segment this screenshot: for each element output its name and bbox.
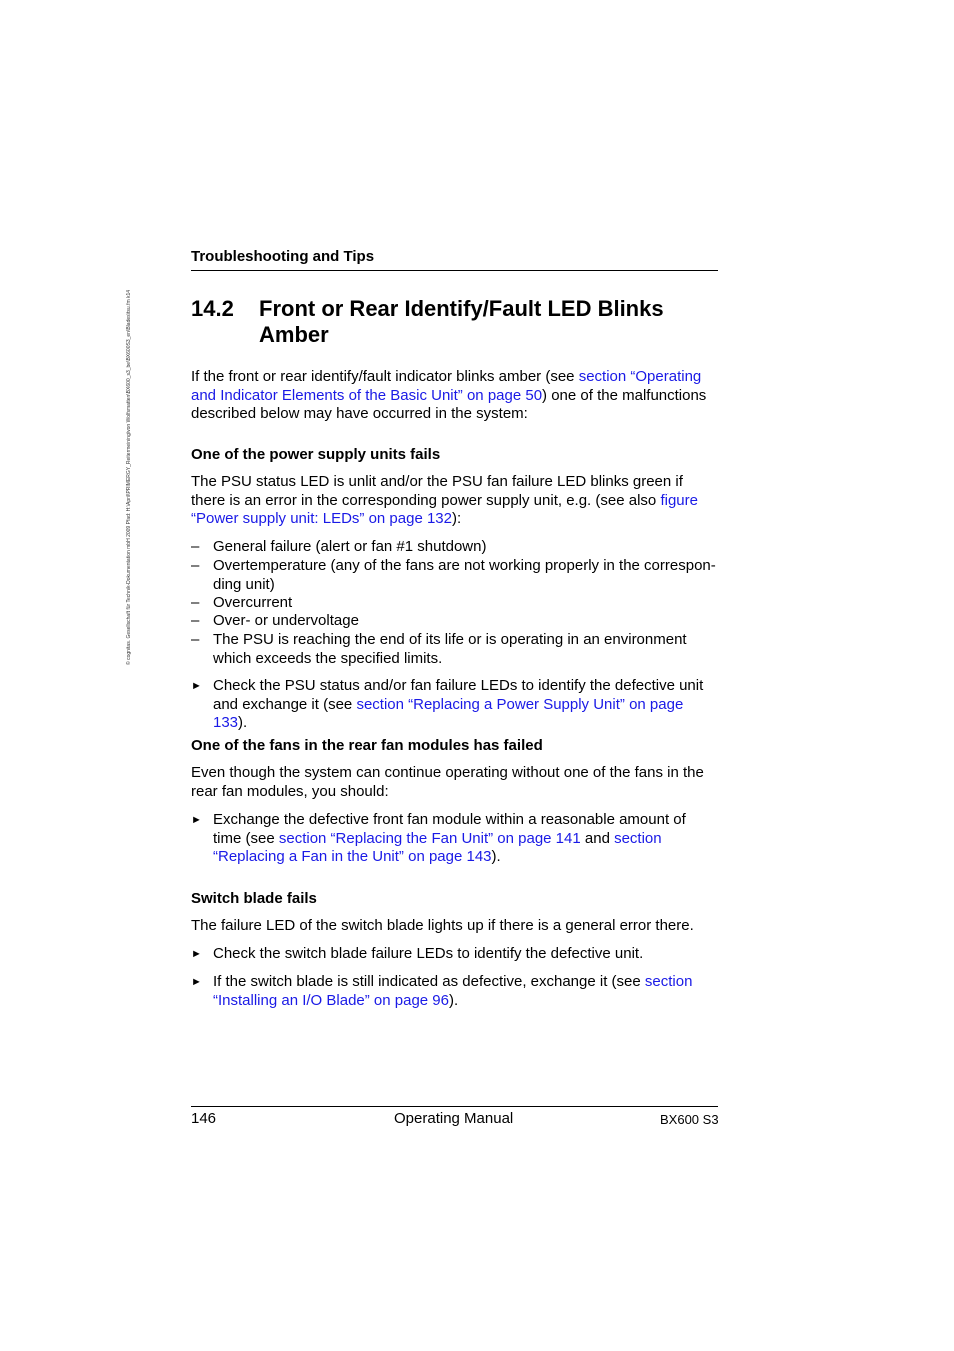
step-text [213, 811, 718, 867]
list-item-text: Over- or undervoltage [213, 612, 359, 629]
psu-heading: One of the power supply units fails [191, 446, 441, 463]
psu-text: The PSU status LED is unlit and/or the PSU fan failure LED blinks green if there is an error in the corresponding power supply unit, e.g. (see also [191, 473, 683, 509]
step-text-mid: and [580, 829, 615, 847]
list-item-text: Overtemperature (any of the fans are not working properly in the correspon-ding unit) [213, 557, 716, 593]
arrow-bullet-icon: ► [191, 814, 202, 826]
arrow-bullet-icon: ► [191, 948, 202, 960]
list-item-text: The PSU is reaching the end of its life or is operating in an environment which exceeds the specified limits. [213, 631, 687, 667]
install-io-blade-link[interactable]: section “Installing an I/O Blade” on page 96 [213, 973, 693, 1009]
arrow-bullet-icon: ► [191, 976, 202, 988]
step-text-end: ). [491, 848, 501, 866]
psu-paragraph [191, 473, 718, 529]
running-header: Troubleshooting and Tips [191, 248, 718, 271]
psu-text-end: ): [451, 510, 462, 528]
dash-marker: – [191, 612, 200, 629]
step-text [213, 973, 718, 1010]
fans-paragraph: Even though the system can continue operating without one of the fans in the rear fan modules, you should: [191, 764, 704, 800]
list-item-text: Overcurrent [213, 594, 293, 611]
step-text-start: Check the PSU status and/or fan failure LEDs to identify the defective unit and exchange it (see [213, 677, 704, 713]
step-text-end: ). [238, 714, 248, 732]
arrow-bullet-icon: ► [191, 680, 202, 692]
step-text-end: ). [449, 991, 459, 1009]
intro-link[interactable]: section “Operating and Indicator Elements of the Basic Unit” on page 50 [191, 368, 702, 404]
switch-paragraph: The failure LED of the switch blade lights up if there is a general error there. [191, 917, 694, 934]
replace-fan-unit-link[interactable]: section “Replacing the Fan Unit” on page 141 [278, 829, 581, 847]
side-margin-note [122, 240, 136, 665]
dash-marker: – [191, 538, 200, 555]
step-text: Check the switch blade failure LEDs to identify the defective unit. [213, 945, 644, 962]
side-margin-note-text: © cognitas. Gesellschaft für Technik-Dokumentation mbH 2009 Pfad: H:\April\PRIMERGY_Reitermeining\von Wolfsmatten\BX600_s3_be\BX600S3_en\Blades\tsu.fm k14 [126, 289, 132, 665]
footer-manual-title: Operating Manual [394, 1110, 514, 1127]
step-text-start: If the switch blade is still indicated as defective, exchange it (see [213, 973, 645, 990]
intro-text-end: ) one of the malfunctions described below may have occurred in the system: [191, 386, 707, 423]
section-title: Front or Rear Identify/Fault LED Blinks Amber [259, 296, 664, 347]
dash-marker: – [191, 557, 200, 574]
dash-marker: – [191, 631, 200, 648]
footer-model: BX600 S3 [660, 1112, 719, 1127]
fans-heading: One of the fans in the rear fan modules has failed [191, 737, 543, 754]
psu-figure-link[interactable]: figure “Power supply unit: LEDs” on page 132 [191, 491, 698, 528]
list-item-text: General failure (alert or fan #1 shutdown) [213, 538, 487, 555]
section-number: 14.2 [191, 296, 234, 321]
step-text [213, 677, 718, 733]
replace-psu-link[interactable]: section “Replacing a Power Supply Unit” on page 133 [213, 695, 684, 732]
step-text-start: Exchange the defective front fan module within a reasonable amount of time (see [213, 811, 686, 847]
page-number: 146 [191, 1110, 217, 1127]
replace-fan-link[interactable]: section “Replacing a Fan in the Unit” on page 143 [213, 829, 662, 866]
switch-heading: Switch blade fails [191, 890, 317, 907]
intro-paragraph [191, 368, 718, 424]
footer-rule [191, 1106, 718, 1107]
intro-text: If the front or rear identify/fault indicator blinks amber (see [191, 368, 579, 385]
dash-marker: – [191, 594, 200, 611]
